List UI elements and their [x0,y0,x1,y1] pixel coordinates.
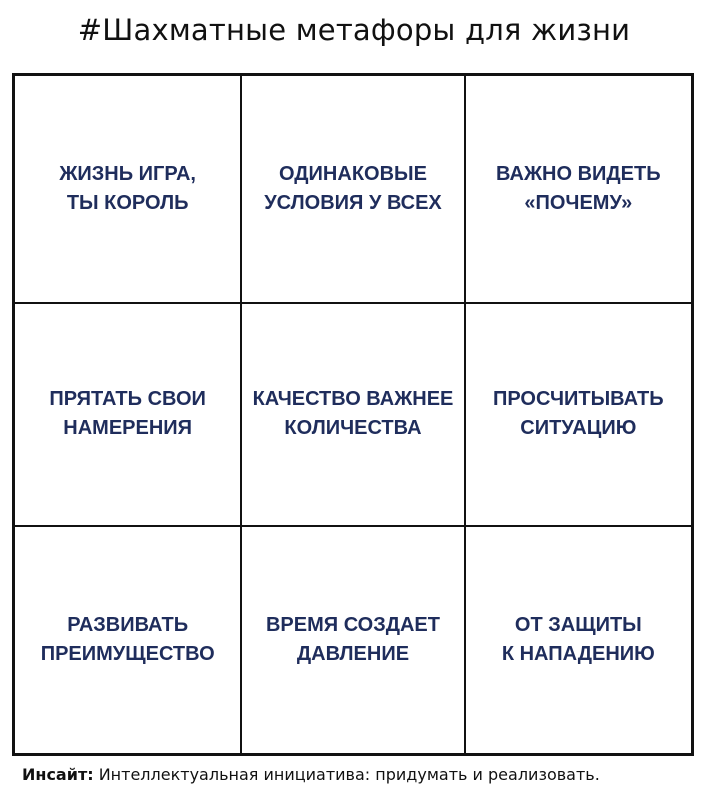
grid-cell [240,302,465,528]
insight-text: Интеллектуальная инициатива: придумать и реализовать. [98,765,600,784]
grid-cell [15,302,240,528]
page-title: #Шахматные метафоры для жизни [77,13,631,47]
grid-cell [240,76,465,302]
grid-cell [15,76,240,302]
cell-text: РАЗВИВАТЬ ПРЕИМУЩЕСТВО [40,614,215,666]
metaphor-grid [12,73,694,756]
cell-text: ЖИЗНЬ ИГРА, ТЫ КОРОЛЬ [59,162,196,214]
cell-text: ВАЖНО ВИДЕТЬ «ПОЧЕМУ» [496,162,661,214]
grid-cell [466,302,691,528]
insight-caption [22,764,600,786]
grid-cell [466,76,691,302]
cell-text: ПРОСЧИТЫВАТЬ СИТУАЦИЮ [492,388,664,440]
cell-text: ВРЕМЯ СОЗДАЕТ ДАВЛЕНИЕ [265,614,440,666]
insight-label: Инсайт: [22,765,94,784]
grid-cell [240,527,465,753]
grid-cell [466,527,691,753]
grid-cell [15,527,240,753]
cell-text: ОДИНАКОВЫЕ УСЛОВИЯ У ВСЕХ [264,162,442,214]
cell-text: КАЧЕСТВО ВАЖНЕЕ КОЛИЧЕСТВА [252,388,454,440]
cell-text: ОТ ЗАЩИТЫ К НАПАДЕНИЮ [501,614,655,666]
cell-text: ПРЯТАТЬ СВОИ НАМЕРЕНИЯ [49,388,206,440]
